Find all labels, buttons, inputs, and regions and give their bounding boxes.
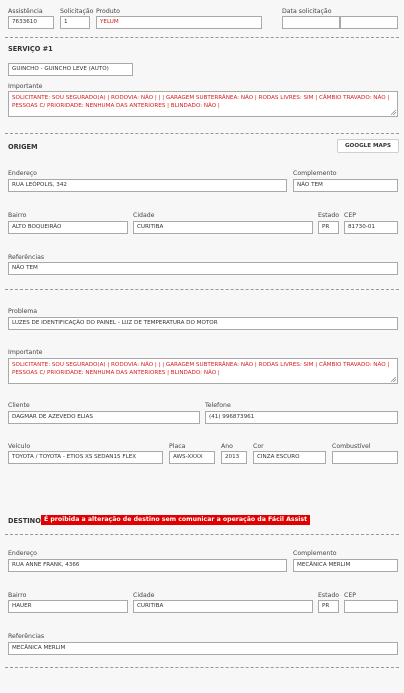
- destino-estado-field[interactable]: PR: [318, 600, 339, 613]
- destino-cidade-label: Cidade: [133, 592, 155, 599]
- produto-field[interactable]: YELUM: [96, 16, 262, 29]
- resize-grip-icon[interactable]: [391, 110, 396, 115]
- origem-complemento-label: Complemento: [293, 170, 337, 177]
- destino-title: DESTINO: [8, 517, 41, 525]
- origem-bairro-label: Bairro: [8, 212, 27, 219]
- hora-solicitacao-field[interactable]: [340, 16, 398, 29]
- destino-complemento-label: Complemento: [293, 550, 337, 557]
- divider: [5, 534, 399, 535]
- solicitacao-label: Solicitação: [60, 8, 94, 15]
- destino-complemento-field[interactable]: MECÂNICA MERLIM: [293, 559, 398, 572]
- problema-label: Problema: [8, 308, 38, 315]
- google-maps-button[interactable]: GOOGLE MAPS: [337, 139, 399, 153]
- origem-cep-field[interactable]: 81730-01: [344, 221, 398, 234]
- veiculo-label: Veículo: [8, 443, 31, 450]
- destino-estado-label: Estado: [318, 592, 340, 599]
- destino-bairro-field[interactable]: HAUER: [8, 600, 128, 613]
- ano-label: Ano: [221, 443, 233, 450]
- origem-bairro-field[interactable]: ALTO BOQUEIRÃO: [8, 221, 128, 234]
- origem-title: ORIGEM: [8, 143, 38, 151]
- placa-label: Placa: [169, 443, 186, 450]
- combustivel-label: Combustível: [332, 443, 371, 450]
- origem-endereco-label: Endereço: [8, 170, 37, 177]
- divider: [5, 667, 399, 668]
- detalhes-importante-label: Importante: [8, 349, 43, 356]
- resize-grip-icon[interactable]: [391, 377, 396, 382]
- cor-label: Cor: [253, 443, 264, 450]
- destino-cidade-field[interactable]: CURITIBA: [133, 600, 313, 613]
- origem-cep-label: CEP: [344, 212, 356, 219]
- telefone-field[interactable]: (41) 996873961: [205, 411, 398, 424]
- assistencia-field[interactable]: 7633610: [8, 16, 54, 29]
- servico-tipo-field[interactable]: GUINCHO - GUINCHO LEVE (AUTO): [8, 63, 133, 76]
- combustivel-field[interactable]: [332, 451, 398, 464]
- origem-complemento-field[interactable]: NÃO TEM: [293, 179, 398, 192]
- servico-importante-label: Importante: [8, 83, 43, 90]
- destino-endereco-field[interactable]: RUA ANNE FRANK, 4366: [8, 559, 287, 572]
- assistencia-label: Assistência: [8, 8, 43, 15]
- destino-warning-badge: É proibida a alteração de destino sem comunicar a operação da Fácil Assist: [41, 515, 310, 525]
- cliente-label: Cliente: [8, 402, 30, 409]
- cliente-field[interactable]: DAGMAR DE AZEVEDO ELIAS: [8, 411, 200, 424]
- destino-referencias-label: Referências: [8, 633, 45, 640]
- solicitacao-field[interactable]: 1: [60, 16, 90, 29]
- detalhes-importante-textarea[interactable]: [8, 358, 398, 384]
- ano-field[interactable]: 2013: [221, 451, 247, 464]
- origem-cidade-field[interactable]: CURITIBA: [133, 221, 313, 234]
- destino-endereco-label: Endereço: [8, 550, 37, 557]
- destino-cep-label: CEP: [344, 592, 356, 599]
- destino-referencias-field[interactable]: MECÂNICA MERLIM: [8, 642, 398, 655]
- origem-referencias-label: Referências: [8, 254, 45, 261]
- cor-field[interactable]: CINZA ESCURO: [253, 451, 326, 464]
- destino-bairro-label: Bairro: [8, 592, 27, 599]
- servico-importante-textarea[interactable]: [8, 91, 398, 117]
- data-solicitacao-label: Data solicitação: [282, 8, 332, 15]
- origem-referencias-field[interactable]: NÃO TEM: [8, 262, 398, 275]
- servico-title: SERVIÇO #1: [8, 45, 53, 53]
- divider: [5, 289, 399, 290]
- placa-field[interactable]: AWS-XXXX: [169, 451, 215, 464]
- veiculo-field[interactable]: TOYOTA / TOYOTA - ETIOS XS SEDAN15 FLEX: [8, 451, 163, 464]
- origem-estado-field[interactable]: PR: [318, 221, 339, 234]
- servico-importante-text: SOLICITANTE: SOU SEGURADO(A) | RODOVIA: NÃO | | | GARAGEM SUBTERRÂNEA: NÃO | RODAS LIVRES: SIM | CÂMBIO TRAVADO: NÃO | PESSOAS C/ PRIORIDADE: NENHUMA DAS ANTERIORES | BLINDADO: NÃO |: [12, 95, 390, 109]
- origem-estado-label: Estado: [318, 212, 340, 219]
- detalhes-importante-text: SOLICITANTE: SOU SEGURADO(A) | RODOVIA: NÃO | | | GARAGEM SUBTERRÂNEA: NÃO | RODAS LIVRES: SIM | CÂMBIO TRAVADO: NÃO | PESSOAS C/ PRIORIDADE: NENHUMA DAS ANTERIORES | BLINDADO: NÃO |: [12, 362, 390, 376]
- destino-cep-field[interactable]: [344, 600, 398, 613]
- produto-label: Produto: [96, 8, 120, 15]
- data-solicitacao-field[interactable]: [282, 16, 340, 29]
- origem-cidade-label: Cidade: [133, 212, 155, 219]
- divider: [5, 37, 399, 38]
- problema-field[interactable]: LUZES DE IDENTIFICAÇÃO DO PAINEL - LUZ DE TEMPERATURA DO MOTOR: [8, 317, 398, 330]
- origem-endereco-field[interactable]: RUA LEÓPOLIS, 342: [8, 179, 287, 192]
- divider: [5, 133, 399, 134]
- telefone-label: Telefone: [205, 402, 231, 409]
